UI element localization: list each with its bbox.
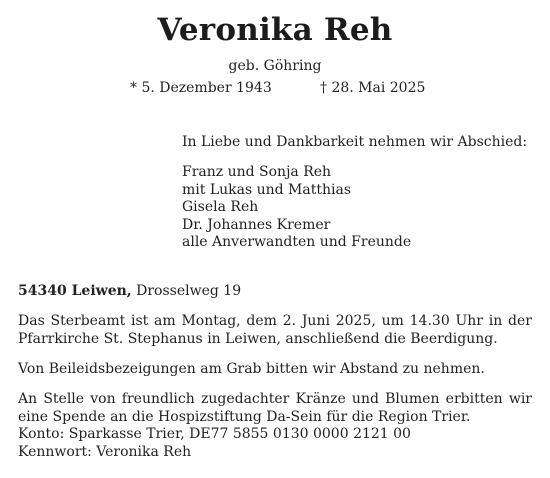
mourner-entry: Gisela Reh	[182, 199, 259, 215]
mourner-entry: Franz und Sonja Reh	[182, 164, 332, 180]
bank-account: Konto: Sparkasse Trier, DE77 5855 0130 0000 2121 00	[18, 426, 411, 442]
funeral-info-line: Pfarrkirche St. Stephanus in Leiwen, anschließend die Beerdigung.	[18, 330, 498, 347]
condolence-note	[18, 361, 532, 379]
address-street: Drosselweg 19	[136, 283, 242, 299]
birth-date: * 5. Dezember 1943	[130, 80, 272, 96]
death-date: † 28. Mai 2025	[320, 80, 426, 96]
address-city: 54340 Leiwen,	[18, 283, 132, 299]
donation-reference: Kennwort: Veronika Reh	[18, 443, 192, 460]
donation-line: eine Spende an die Hospizstiftung Da-Sein für die Region Trier.	[18, 408, 471, 425]
mourning-address	[18, 283, 241, 301]
donation-line: An Stelle von freundlich zugedachter Kränze und Blumen erbitten wir	[18, 391, 532, 407]
life-dates	[0, 80, 550, 100]
donation-info	[18, 391, 532, 461]
deceased-name: Veronika Reh	[157, 12, 393, 48]
mourner-entry: mit Lukas und Matthias	[182, 181, 352, 198]
mourner-entry: Dr. Johannes Kremer	[182, 216, 331, 233]
mourner-entry: alle Anverwandten und Freunde	[182, 234, 412, 250]
mourners-list	[182, 164, 411, 252]
funeral-info-line: Das Sterbeamt ist am Montag, dem 2. Juni 2025, um 14.30 Uhr in der	[18, 313, 532, 329]
birth-name: geb. Göhring	[228, 58, 322, 74]
farewell-line: In Liebe und Dankbarkeit nehmen wir Abschied:	[182, 134, 528, 150]
condolence-line: Von Beileidsbezeigungen am Grab bitten wir Abstand zu nehmen.	[18, 361, 485, 377]
funeral-info	[18, 313, 532, 348]
